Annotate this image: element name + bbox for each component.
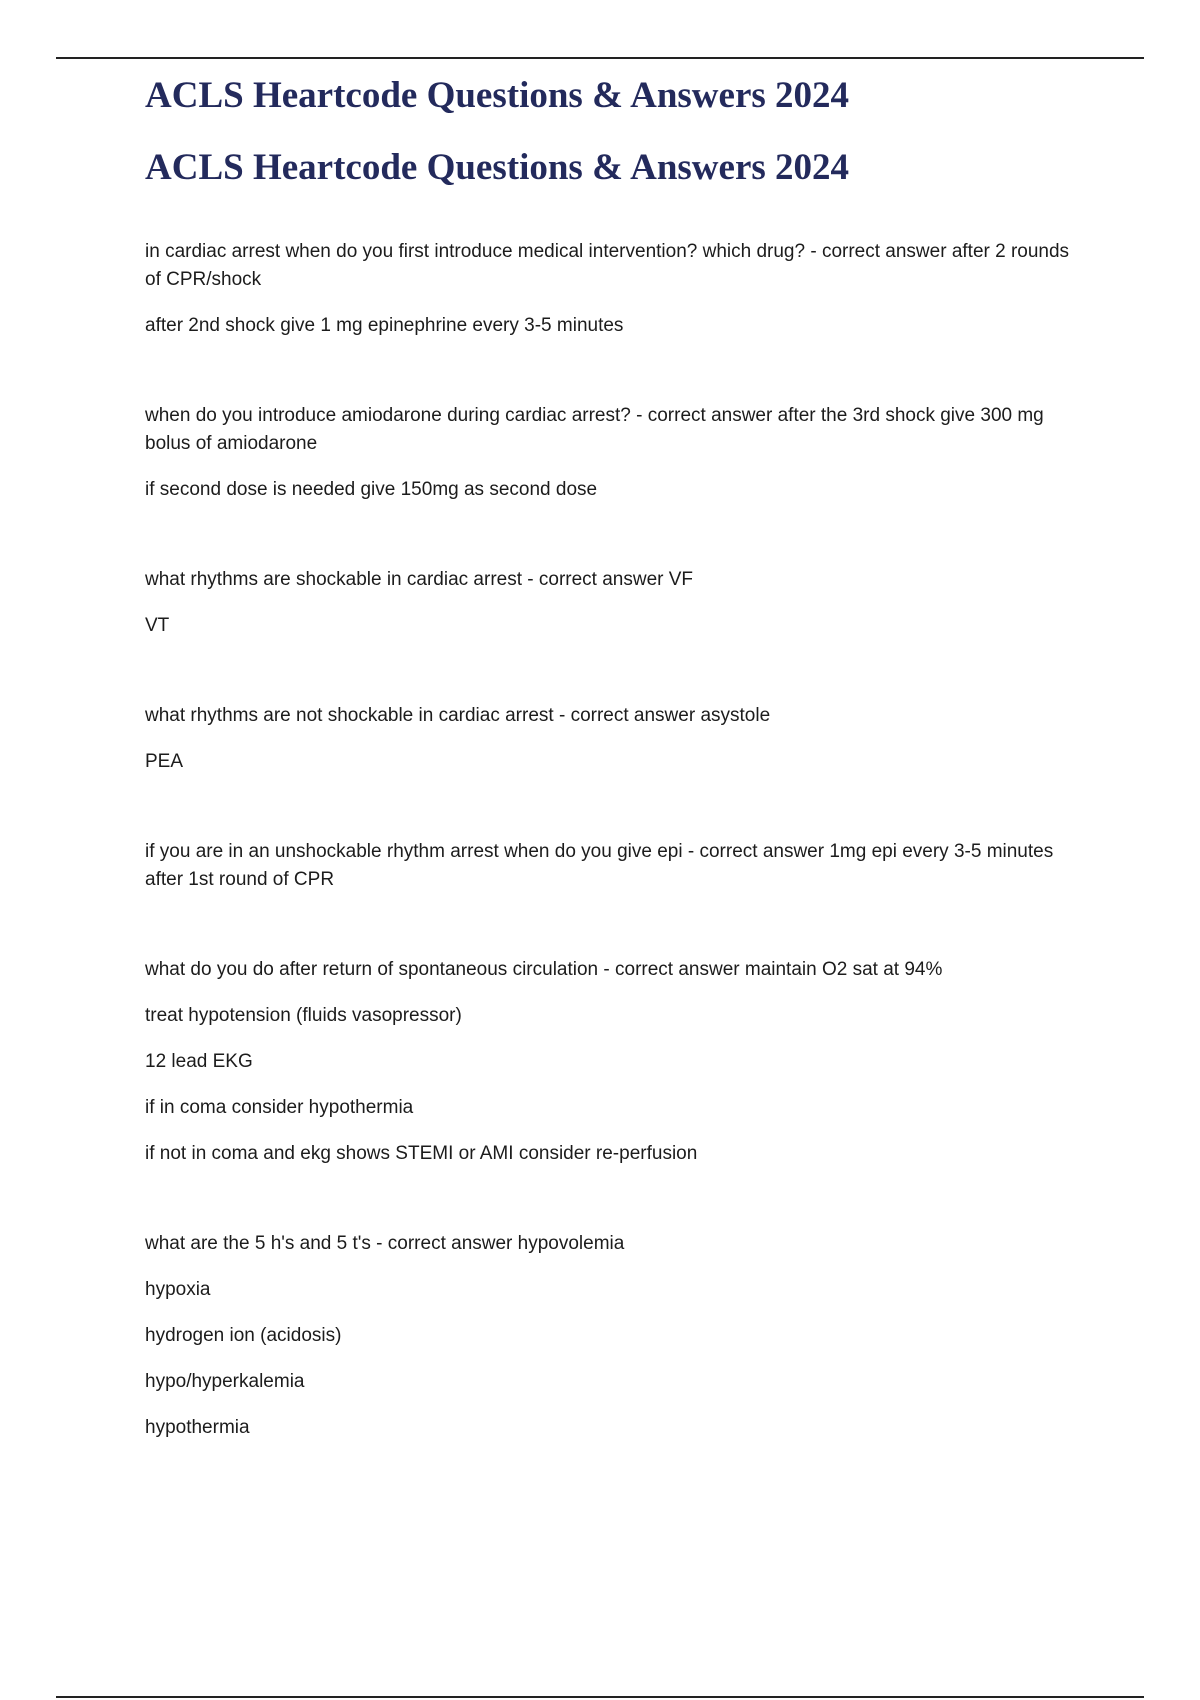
qa-block-4 <box>145 702 1090 776</box>
document-title-repeat: ACLS Heartcode Questions & Answers 2024 <box>145 147 850 188</box>
qa-block-3 <box>145 566 1090 640</box>
answer-line: hypothermia <box>145 1417 250 1438</box>
answer-line: hydrogen ion (acidosis) <box>145 1325 342 1346</box>
question-line: in cardiac arrest when do you first introduce medical intervention? which drug? - correct answer after 2 rounds of CPR/shock <box>145 241 1070 290</box>
answer-line: PEA <box>145 751 184 772</box>
answer-line: if second dose is needed give 150mg as second dose <box>145 479 598 500</box>
qa-block-1 <box>145 238 1090 340</box>
question-line: if you are in an unshockable rhythm arrest when do you give epi - correct answer 1mg epi every 3-5 minutes after 1st round of CPR <box>145 841 1054 890</box>
question-line: what do you do after return of spontaneous circulation - correct answer maintain O2 sat at 94% <box>145 959 943 980</box>
answer-line: 12 lead EKG <box>145 1051 253 1072</box>
answer-line: if in coma consider hypothermia <box>145 1097 414 1118</box>
question-line: what rhythms are shockable in cardiac arrest - correct answer VF <box>145 569 694 590</box>
document-title: ACLS Heartcode Questions & Answers 2024 <box>145 75 850 116</box>
question-line: what are the 5 h's and 5 t's - correct answer hypovolemia <box>145 1233 625 1254</box>
answer-line: after 2nd shock give 1 mg epinephrine every 3-5 minutes <box>145 315 624 336</box>
answer-line: hypo/hyperkalemia <box>145 1371 305 1392</box>
qa-block-7 <box>145 1230 1090 1442</box>
document-body <box>145 72 1090 1460</box>
qa-block-2 <box>145 402 1090 504</box>
answer-line: if not in coma and ekg shows STEMI or AMI consider re-perfusion <box>145 1143 698 1164</box>
qa-block-6 <box>145 956 1090 1168</box>
answer-line: treat hypotension (fluids vasopressor) <box>145 1005 462 1026</box>
top-rule <box>56 57 1144 59</box>
answer-line: VT <box>145 615 170 636</box>
question-line: when do you introduce amiodarone during cardiac arrest? - correct answer after the 3rd shock give 300 mg bolus of amiodarone <box>145 405 1044 454</box>
answer-line: hypoxia <box>145 1279 211 1300</box>
question-line: what rhythms are not shockable in cardiac arrest - correct answer asystole <box>145 705 771 726</box>
bottom-rule <box>56 1696 1144 1698</box>
qa-block-5 <box>145 838 1090 894</box>
